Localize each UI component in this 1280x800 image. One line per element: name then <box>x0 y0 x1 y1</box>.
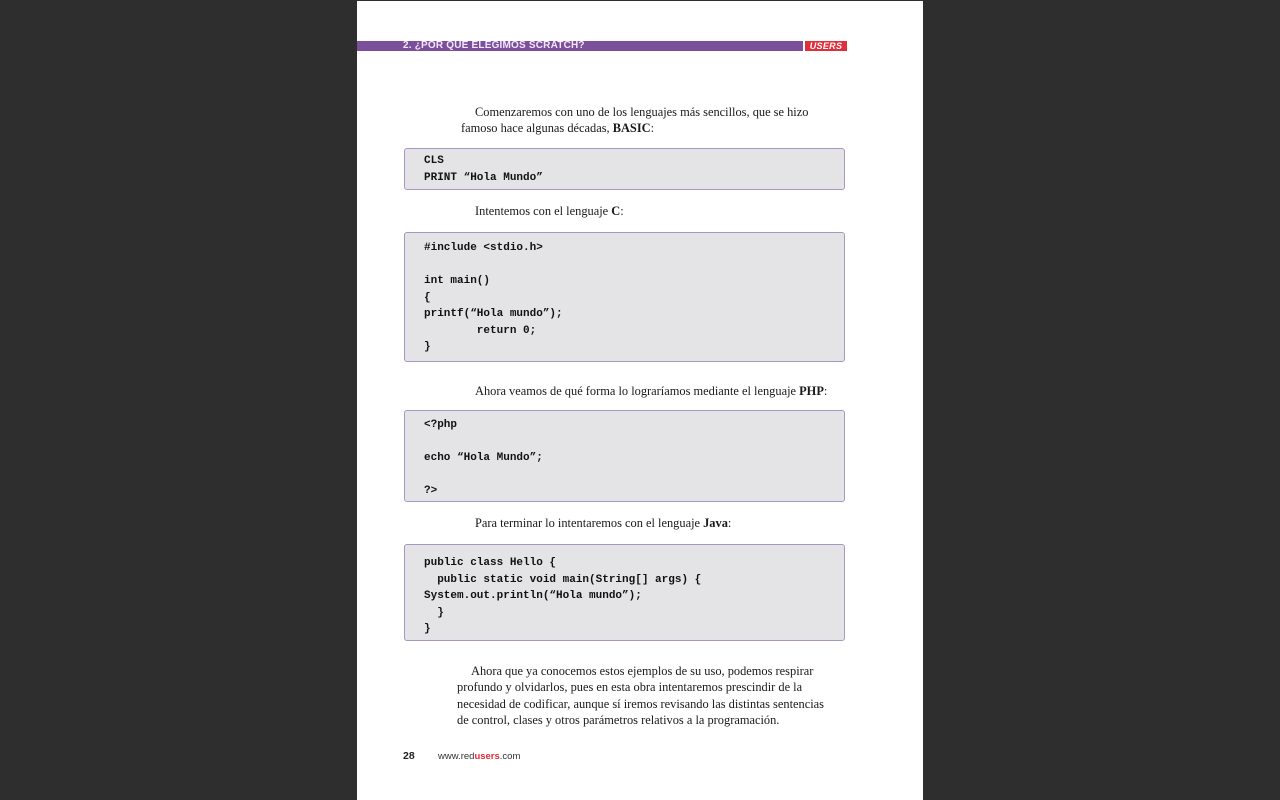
code-line: return 0; <box>424 324 537 337</box>
code-block-java <box>404 544 845 641</box>
closing-line-4: de control, clases y otros parámetros relativos a la programación. <box>457 713 780 727</box>
code-line <box>405 434 844 451</box>
code-line: } <box>424 606 444 619</box>
basic-keyword: BASIC <box>612 121 651 135</box>
c-keyword: C <box>611 204 621 218</box>
code-block-php <box>404 410 845 502</box>
code-line: System.out.println(“Hola mundo”); <box>424 590 642 602</box>
code-block-basic <box>404 148 845 190</box>
closing-line-3: necesidad de codificar, aunque sí iremos revisando las distintas sentencias <box>457 697 824 711</box>
code-line: } <box>424 341 431 353</box>
code-line: PRINT “Hola Mundo” <box>424 171 543 184</box>
code-line: public class Hello { <box>424 557 557 569</box>
code-line: { <box>424 291 431 304</box>
users-logo: USERS <box>805 41 847 51</box>
code-line: ?> <box>424 485 438 497</box>
footer-website: www.redusers.com <box>438 751 521 762</box>
code-block-c <box>404 232 845 362</box>
code-line: <?php <box>424 419 458 431</box>
java-keyword: Java <box>703 516 728 530</box>
document-page <box>357 1 923 800</box>
php-keyword: PHP <box>799 384 824 398</box>
intro-line-1: Comenzaremos con uno de los lenguajes más sencillos, que se hizo <box>475 105 809 119</box>
code-line: #include <stdio.h> <box>424 242 543 254</box>
closing-line-1: Ahora que ya conocemos estos ejemplos de su uso, podemos respirar <box>471 664 814 678</box>
code-line: printf(“Hola mundo”); <box>424 308 563 320</box>
code-line: CLS <box>424 155 444 167</box>
code-line: int main() <box>424 275 491 287</box>
code-line <box>405 467 844 484</box>
page-number: 28 <box>403 750 415 762</box>
intro-line-2: famoso hace algunas décadas, BASIC: <box>461 121 655 135</box>
c-intro: Intentemos con el lenguaje C: <box>475 204 624 218</box>
closing-line-2: profundo y olvidarlos, pues en esta obra intentaremos prescindir de la <box>457 680 803 694</box>
php-intro: Ahora veamos de qué forma lo lograríamos mediante el lenguaje PHP: <box>475 384 828 398</box>
code-line: echo “Hola Mundo”; <box>424 452 543 464</box>
code-line: public static void main(String[] args) { <box>424 573 702 586</box>
code-line: } <box>424 623 431 635</box>
chapter-title: 2. ¿POR QUE ELEGIMOS SCRATCH? <box>403 40 585 51</box>
java-intro: Para terminar lo intentaremos con el lenguaje Java: <box>475 516 732 530</box>
code-line <box>405 257 844 274</box>
